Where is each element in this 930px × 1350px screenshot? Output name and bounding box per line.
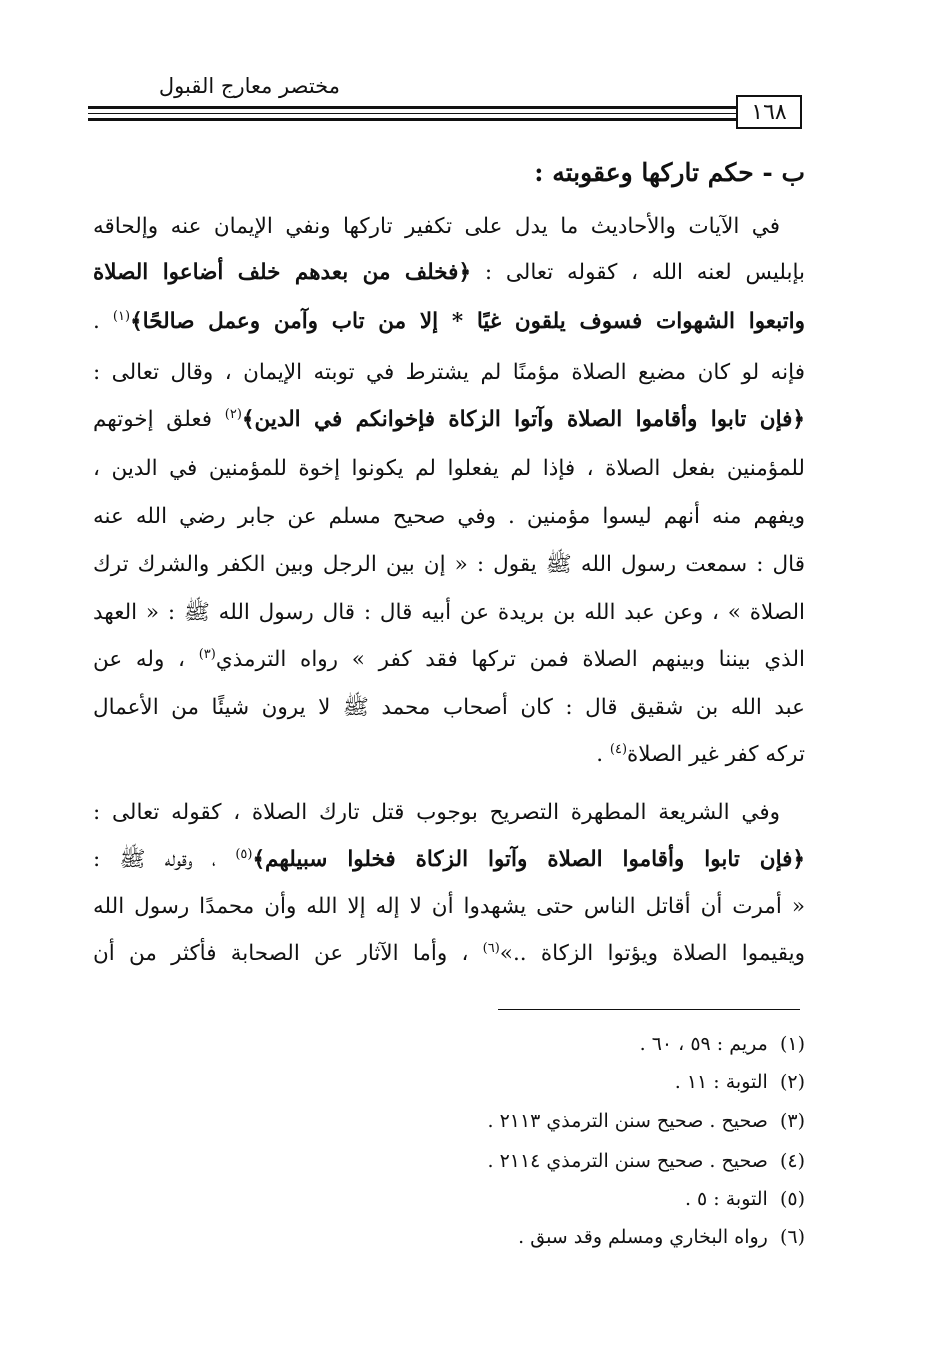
footnote-ref[interactable]: (٢) (224, 406, 242, 422)
footnote-ref[interactable]: (٣) (198, 646, 216, 662)
body-line: عبد الله بن شقيق قال : كان أصحاب محمد ﷺ لا يرون شيئًا من الأعمال (93, 695, 805, 720)
quran-quote: واتبعوا الشهوات فسوف يلقون غيًا * إلا من تاب وآمن وعمل صالحًا﴾ (130, 309, 805, 334)
quran-quote: ﴿فخلف من بعدهم خلف أضاعوا الصلاة (93, 260, 472, 285)
running-title: مختصر معارج القبول (158, 74, 340, 98)
page-number: ١٦٨ (736, 95, 802, 129)
body-line: بإبليس لعنه الله ، كقوله تعالى : ﴿فخلف من بعدهم خلف أضاعوا الصلاة (93, 260, 805, 285)
body-line: في الآيات والأحاديث ما يدل على تكفير تاركها ونفي الإيمان عنه وإلحاقه (93, 214, 780, 239)
footnote: (٣) صحيح . صحيح سنن الترمذي ٢١١٣ . (487, 1110, 805, 1132)
body-line: ويقيموا الصلاة ويؤتوا الزكاة ..»$^{(٦)}$ ، وأما الآثار عن الصحابة فأكثر من أن (93, 940, 805, 966)
footnote: (٦) رواه البخاري ومسلم وقد سبق . (518, 1226, 805, 1248)
footnote: (٢) التوبة : ١١ . (674, 1071, 805, 1093)
body-line: واتبعوا الشهوات فسوف يلقون غيًا * إلا من تاب وآمن وعمل صالحًا﴾$^{(١)}$ . (93, 308, 805, 334)
body-line: ﴿فإن تابوا وأقاموا الصلاة وآتوا الزكاة فإخوانكم في الدين﴾$^{(٢)}$ فعلق إخوتهم (93, 406, 805, 432)
footnote-ref[interactable]: (١) (112, 308, 131, 324)
footnote-ref[interactable]: (٥) (235, 846, 253, 862)
body-line: للمؤمنين بفعل الصلاة ، فإذا لم يفعلوا لم يكونوا إخوة للمؤمنين في الدين ، (93, 456, 805, 481)
body-line: الصلاة » ، وعن عبد الله بن بريدة عن أبيه قال : قال رسول الله ﷺ : « العهد (93, 600, 805, 625)
footnote: (٥) التوبة : ٥ . (684, 1188, 805, 1210)
section-heading: ب - حكم تاركها وعقوبته : (534, 158, 805, 187)
body-line: فإنه لو كان مضيع الصلاة مؤمنًا لم يشترط في توبته الإيمان ، وقال تعالى : (93, 360, 805, 385)
footnote-ref[interactable]: (٤) (609, 741, 628, 757)
body-line: ويفهم منه أنهم ليسوا مؤمنين . وفي صحيح مسلم عن جابر رضي الله عنه (93, 504, 805, 529)
body-line: قال : سمعت رسول الله ﷺ يقول : « إن بين الرجل وبين الكفر والشرك ترك (93, 552, 805, 577)
quran-quote: ﴿فإن تابوا وأقاموا الصلاة وآتوا الزكاة فخلوا سبيلهم﴾ (252, 847, 805, 872)
footnote: (١) مريم : ٥٩ ، ٦٠ . (639, 1033, 805, 1055)
footnote-separator (498, 1009, 800, 1010)
header-rule-middle (88, 113, 736, 114)
quran-quote: ﴿فإن تابوا وأقاموا الصلاة وآتوا الزكاة فإخوانكم في الدين﴾ (241, 407, 805, 432)
footnote-ref[interactable]: (٦) (482, 940, 500, 956)
header-rule-bottom (88, 118, 736, 121)
footnote: (٤) صحيح . صحيح سنن الترمذي ٢١١٤ . (487, 1150, 805, 1172)
body-line: تركه كفر غير الصلاة$^{(٤)}$ . (596, 741, 805, 767)
body-line: « أمرت أن أقاتل الناس حتى يشهدوا أن لا إله إلا الله وأن محمدًا رسول الله (93, 894, 805, 919)
body-line: الذي بيننا وبينهم الصلاة فمن تركها فقد كفر » رواه الترمذي$^{(٣)}$ ، وله عن (93, 646, 805, 672)
body-line: وفي الشريعة المطهرة التصريح بوجوب قتل تارك الصلاة ، كقوله تعالى : (93, 800, 780, 825)
header-rule-top (88, 106, 736, 109)
body-line: ﴿فإن تابوا وأقاموا الصلاة وآتوا الزكاة فخلوا سبيلهم﴾$^{(٥)}$ ، وقوله ﷺ : (93, 846, 805, 872)
